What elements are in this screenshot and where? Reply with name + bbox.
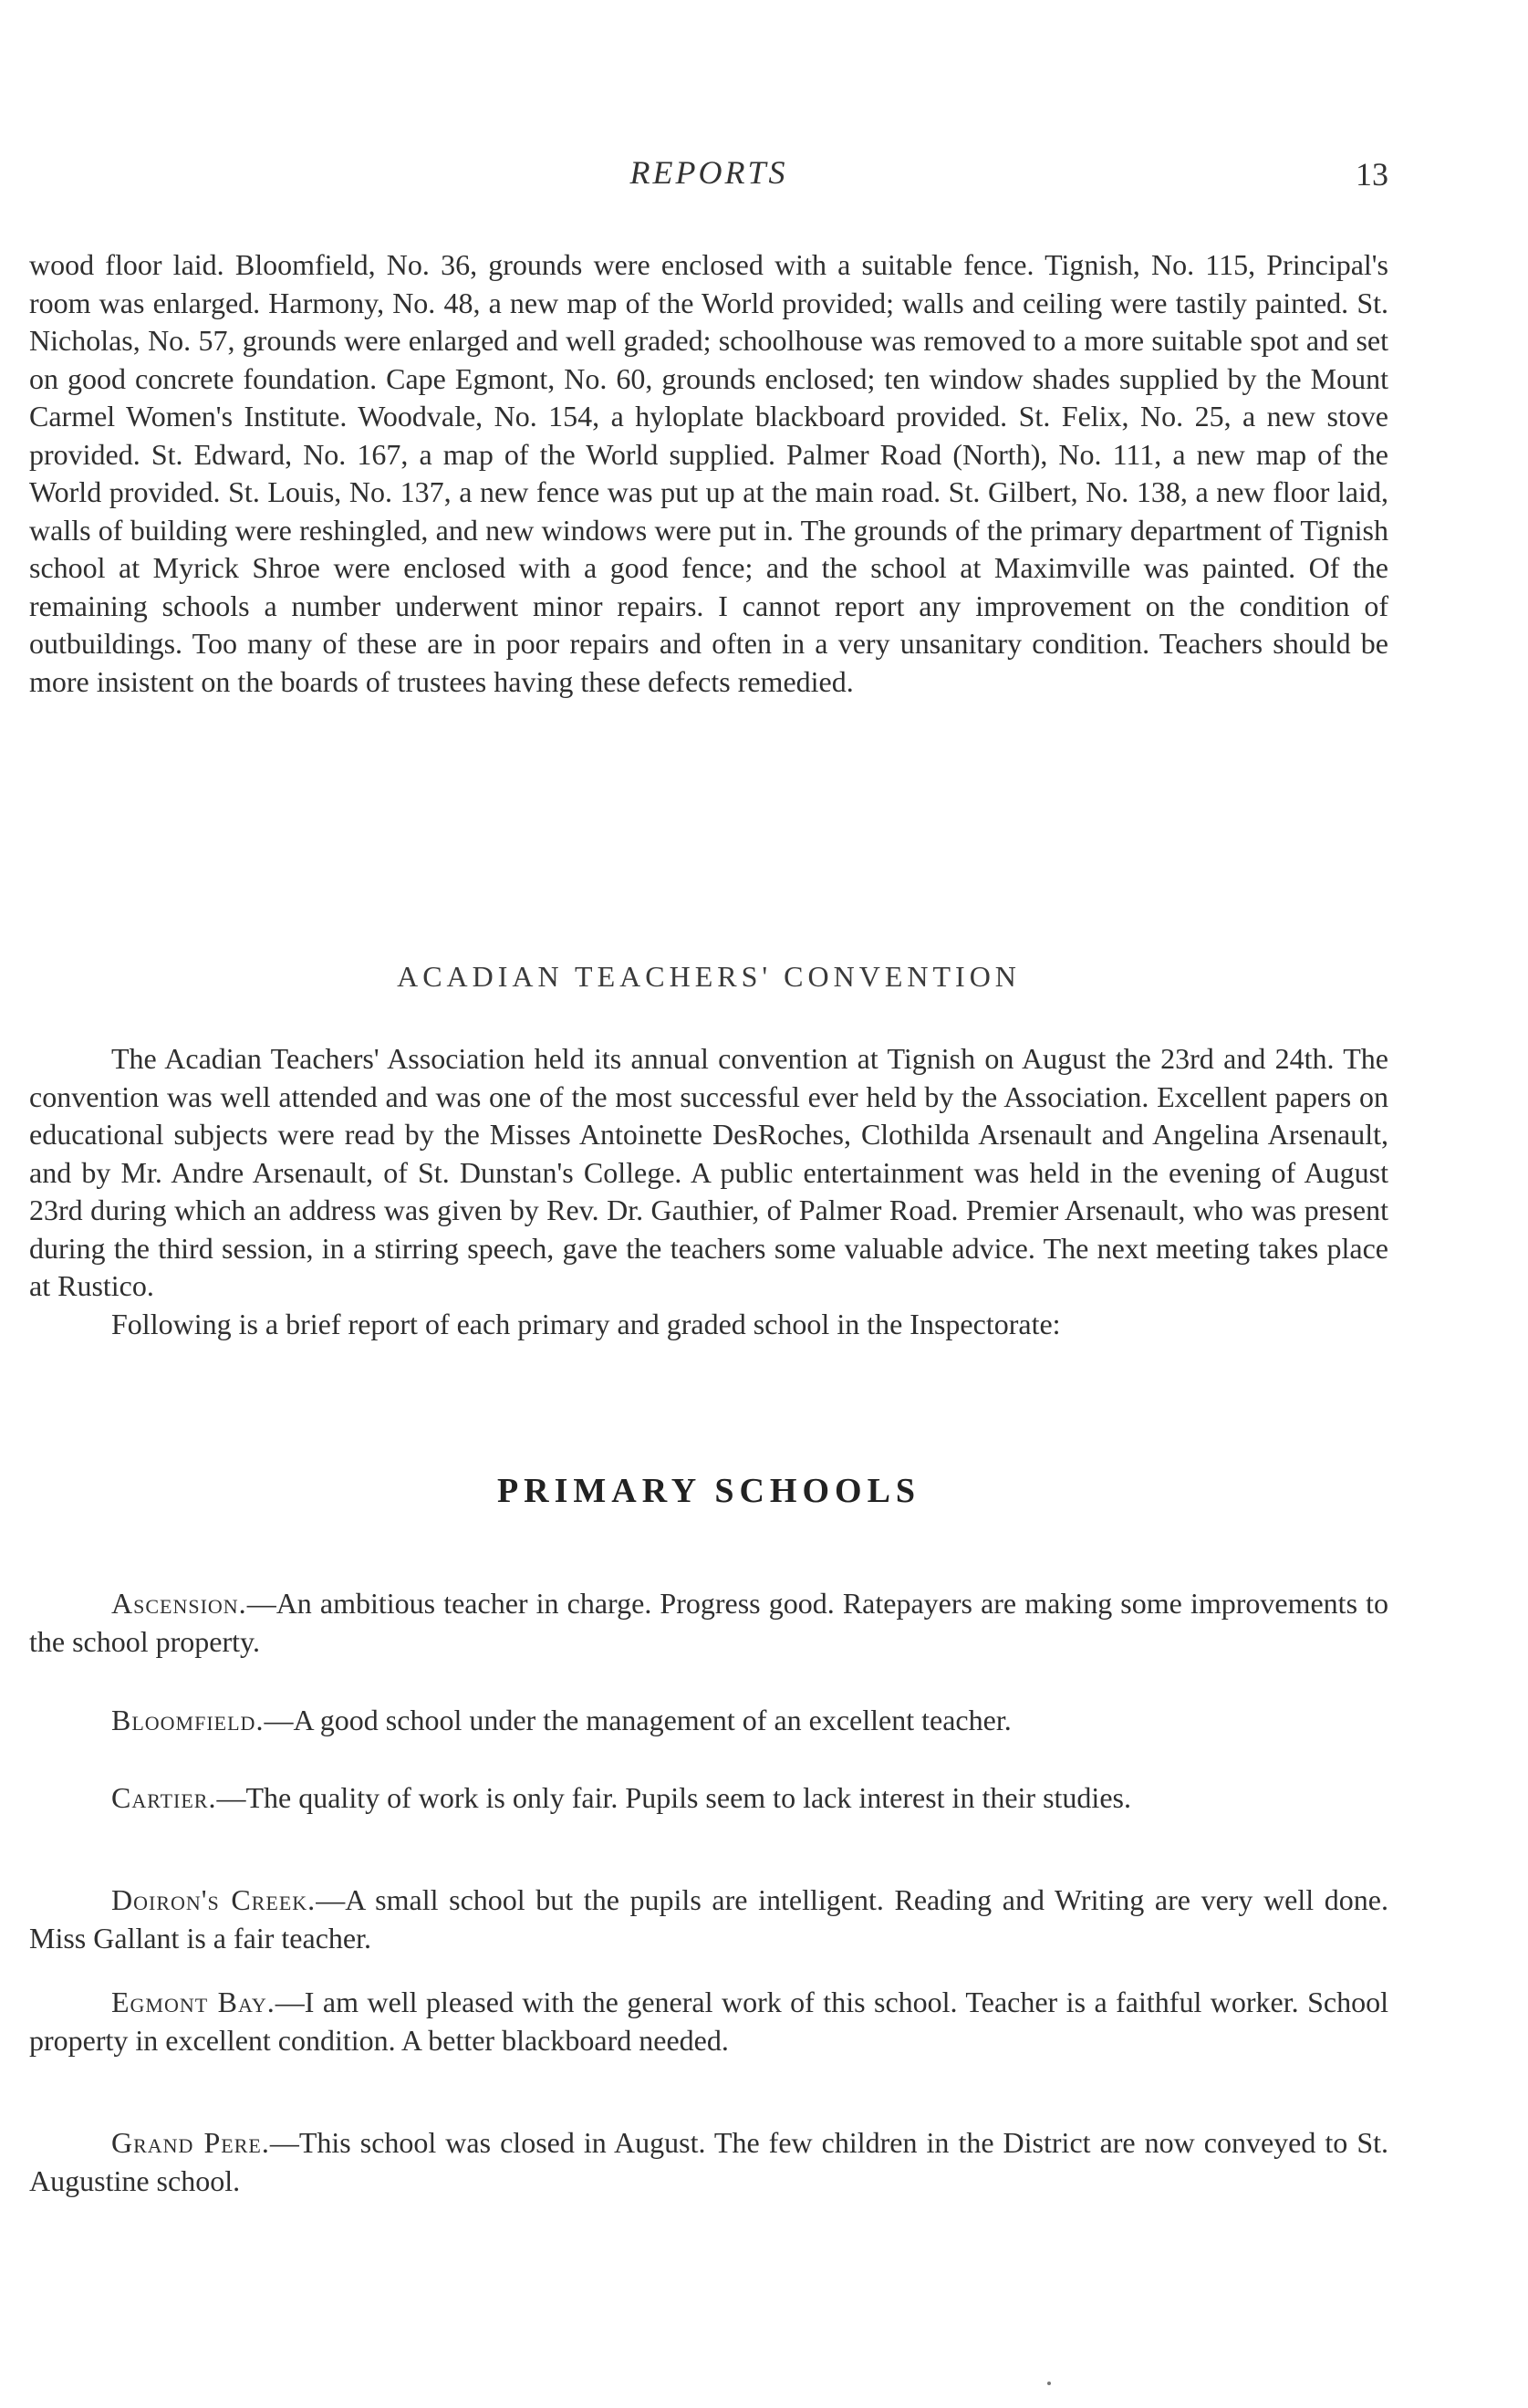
following-paragraph: Following is a brief report of each primary and graded school in the Inspectorate:: [111, 1307, 1061, 1340]
school-name: Bloomfield.: [111, 1704, 265, 1736]
school-report: —I am well pleased with the general work of this school. Teacher is a faithful worker. School property in excellent condition. A better blackboard needed.: [29, 1986, 1389, 2057]
school-entry-ascension: [29, 1585, 1388, 1661]
acadian-heading: ACADIAN TEACHERS' CONVENTION: [397, 960, 1021, 993]
school-name: Egmont Bay.: [111, 1986, 275, 2018]
school-entry-bloomfield: [29, 1702, 1388, 1740]
running-title: REPORTS: [629, 154, 788, 191]
school-entry-cartier: [29, 1779, 1388, 1818]
school-name: Doiron's Creek.: [111, 1883, 317, 1916]
school-name: Cartier.: [111, 1781, 217, 1814]
school-entry-grand-pere: [29, 2124, 1388, 2200]
school-name: Ascension.: [111, 1587, 247, 1620]
acadian-paragraph: The Acadian Teachers' Association held its annual convention at Tignish on August the 23rd and 24th. The convention was well attended and was one of the most successful ever held by the Association. Excellent papers on educational subjects were read by the Misses Antoinette DesRoches, Clothilda Arsenault and Angelina Arsenault, and by Mr. Andre Arsenault, of St. Dunstan's College. A public entertainment was held in the evening of August 23rd during which an address was given by Rev. Dr. Gauthier, of Palmer Road. Premier Arsenault, who was present during the third session, in a stirring speech, gave the teachers some valuable advice. The next meeting takes place at Rustico.: [29, 1042, 1388, 1302]
primary-schools-heading: PRIMARY SCHOOLS: [496, 1472, 921, 1510]
school-report: —An ambitious teacher in charge. Progress good. Ratepayers are making some improvements to the school property.: [29, 1587, 1388, 1658]
page-header: [29, 153, 1388, 199]
school-entry-doirons-creek: [29, 1882, 1388, 1957]
school-report: —This school was closed in August. The few children in the District are now conveyed to St. Augustine school.: [29, 2126, 1389, 2197]
intro-section: [29, 246, 1388, 701]
school-entry-egmont-bay: [29, 1984, 1388, 2059]
intro-paragraph: wood floor laid. Bloomfield, No. 36, grounds were enclosed with a suitable fence. Tignish, No. 115, Principal's room was enlarged. Harmony, No. 48, a new map of the World provided; walls and ceiling were tastily painted. St. Nicholas, No. 57, grounds were enlarged and well graded; schoolhouse was removed to a more suitable spot and set on good concrete foundation. Cape Egmont, No. 60, grounds enclosed; ten window shades supplied by the Mount Carmel Women's Institute. Woodvale, No. 154, a hyloplate blackboard provided. St. Felix, No. 25, a new stove provided. St. Edward, No. 167, a map of the World supplied. Palmer Road (North), No. 111, a new map of the World provided. St. Louis, No. 137, a new fence was put up at the main road. St. Gilbert, No. 138, a new floor laid, walls of building were reshingled, and new windows were put in. The grounds of the primary department of Tignish school at Myrick Shroe were enclosed with a good fence; and the school at Maximville was painted. Of the remaining schools a number underwent minor repairs. I cannot report any improvement on the condition of outbuildings. Too many of these are in poor repairs and often in a very unsanitary condition. Teachers should be more insistent on the boards of trustees having these defects remedied.: [29, 248, 1388, 698]
page-number: 13: [1356, 156, 1388, 193]
school-report: —The quality of work is only fair. Pupils seem to lack interest in their studies.: [216, 1781, 1131, 1814]
school-name: Grand Pere.: [111, 2126, 270, 2159]
school-report: —A small school but the pupils are intelligent. Reading and Writing are very well done. Miss Gallant is a fair teacher.: [29, 1883, 1388, 1955]
acadian-section: [29, 1040, 1388, 1343]
school-report: —A good school under the management of an excellent teacher.: [264, 1704, 1012, 1736]
paper-speck: [1047, 2382, 1051, 2385]
